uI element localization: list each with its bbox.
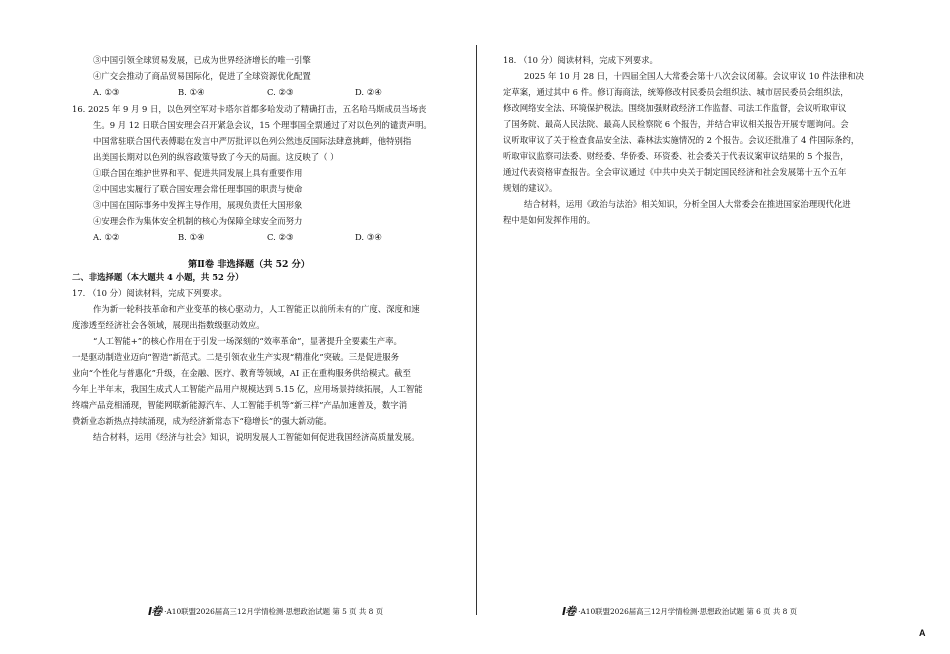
section-title: 第Ⅱ卷 非选择题（共 52 分）: [188, 259, 310, 270]
q18-material-line: 议听取审议了关于检查食品安全法、森林法实施情况的 2 个报告。会议还批准了 4 件国际条约，: [503, 135, 860, 145]
q16-option-b: B. ①④: [178, 232, 205, 242]
page-divider: [476, 45, 477, 615]
q18-material-line: 修改网络安全法、环境保护税法。围绕加强财政经济工作监督、司法工作监督，会议听取审议: [503, 103, 847, 113]
footer-text: ·A10联盟2026届高三12月学情检测·思想政治试题 第 5 页 共 8 页: [164, 606, 384, 616]
page-footer: [148, 603, 383, 619]
q16-option-d: D. ③④: [355, 232, 382, 242]
q17-material-line: “人工智能+”的核心作用在于引发一场深刻的“效率革命”，显著提升全要素生产率。: [93, 336, 402, 346]
option-line-4: ④广交会推动了商品贸易国际化，促进了全球资源优化配置: [93, 71, 311, 81]
q17-material-line: 终端产品竞相涌现，智能网联新能源汽车、人工智能手机等“新三样”产品加速普及，数字消: [72, 400, 408, 410]
q17-question: 结合材料，运用《经济与社会》知识，说明发展人工智能如何促进我国经济高质量发展。: [93, 432, 420, 442]
q15-option-b: B. ①④: [178, 87, 205, 97]
q17-material-line: 费新业态新热点持续涌现，成为经济新常态下“稳增长”的强大新动能。: [72, 416, 332, 426]
q17-material-line: 度渗透至经济社会各领域，展现出指数级驱动效应。: [72, 320, 265, 330]
q17-material-line: 作为新一轮科技革命和产业变革的核心驱动力，人工智能正以前所未有的广度、深度和速: [93, 304, 420, 314]
q18-material-line: 了国务院、最高人民法院、最高人民检察院 6 个报告，并结合审议相关报告开展专题询问。会: [503, 119, 849, 129]
publisher-logo: I卷: [562, 605, 576, 618]
q16-line: 中国常驻联合国代表傅聪在发言中严厉批评以色列公然违反国际法肆意挑衅，他特别指: [93, 136, 412, 146]
q17-material-line: 今年上半年末，我国生成式人工智能产品用户规模达到 5.15 亿，应用场景持续拓展，人工智能: [72, 384, 423, 394]
q16-statement: ②中国忠实履行了联合国安理会常任理事国的职责与使命: [93, 184, 303, 194]
q17-material-line: 业向“个性化与普惠化”升级，在金融、医疗、教育等领域，AI 正在重构服务供给模式。截至: [72, 368, 411, 378]
q17-heading: 17. （10 分）阅读材料，完成下列要求。: [72, 288, 227, 298]
q15-option-d: D. ②④: [355, 87, 382, 97]
q15-option-c: C. ②③: [267, 87, 294, 97]
q16-option-a: A. ①②: [93, 232, 120, 242]
section-subtitle: 二、非选择题（本大题共 4 小题，共 52 分）: [72, 272, 244, 282]
q18-question: 程中是如何发挥作用的。: [503, 215, 596, 225]
q18-material-line: 通过代表资格审查报告。全会审议通过《中共中央关于制定国民经济和社会发展第十五个五年: [503, 167, 847, 177]
q16-option-c: C. ②③: [267, 232, 294, 242]
q18-material-line: 定草案，通过其中 6 件。修订海商法，统筹修改村民委员会组织法、城市居民委员会组织法，: [503, 87, 849, 97]
footer-text: ·A10联盟2026届高三12月学情检测·思想政治试题 第 6 页 共 8 页: [578, 606, 798, 616]
q16-statement: ①联合国在维护世界和平、促进共同发展上具有重要作用: [93, 168, 303, 178]
q16-line: 出美国长期对以色列的纵容政策导致了今天的局面。这反映了（ ）: [93, 152, 339, 162]
q18-question: 结合材料，运用《政治与法治》相关知识，分析全国人大常委会在推进国家治理现代化进: [524, 199, 851, 209]
q18-heading: 18. （10 分）阅读材料，完成下列要求。: [503, 55, 658, 65]
q18-material-line: 规划的建议》。: [503, 183, 558, 193]
version-mark: A: [919, 628, 926, 638]
q18-material-line: 听取审议监察司法委、财经委、华侨委、环资委、社会委关于代表议案审议结果的 5 个报告，: [503, 151, 849, 161]
q17-material-line: 一是驱动制造业迈向“智造”新范式。二是引领农业生产实现“精准化”突破。三是促进服务: [72, 352, 399, 362]
page-footer: [562, 603, 797, 619]
q16-statement: ③中国在国际事务中发挥主导作用，展现负责任大国形象: [93, 200, 303, 210]
option-line-3: ③中国引领全球贸易发展，已成为世界经济增长的唯一引擎: [93, 55, 311, 65]
q16-line: 16. 2025 年 9 月 9 日，以色列空军对卡塔尔首都多哈发动了精确打击，五名哈马斯成员当场丧: [72, 104, 427, 114]
q15-option-a: A. ①③: [93, 87, 120, 97]
q18-material-line: 2025 年 10 月 28 日，十四届全国人大常委会第十八次会议闭幕。会议审议 10 件法律和决: [524, 71, 864, 81]
q16-line: 生。9 月 12 日联合国安理会召开紧急会议，15 个理事国全票通过了对以色列的谴责声明。: [93, 120, 432, 130]
q16-statement: ④安理会作为集体安全机制的核心为保障全球安全而努力: [93, 216, 303, 226]
publisher-logo: I卷: [148, 605, 162, 618]
